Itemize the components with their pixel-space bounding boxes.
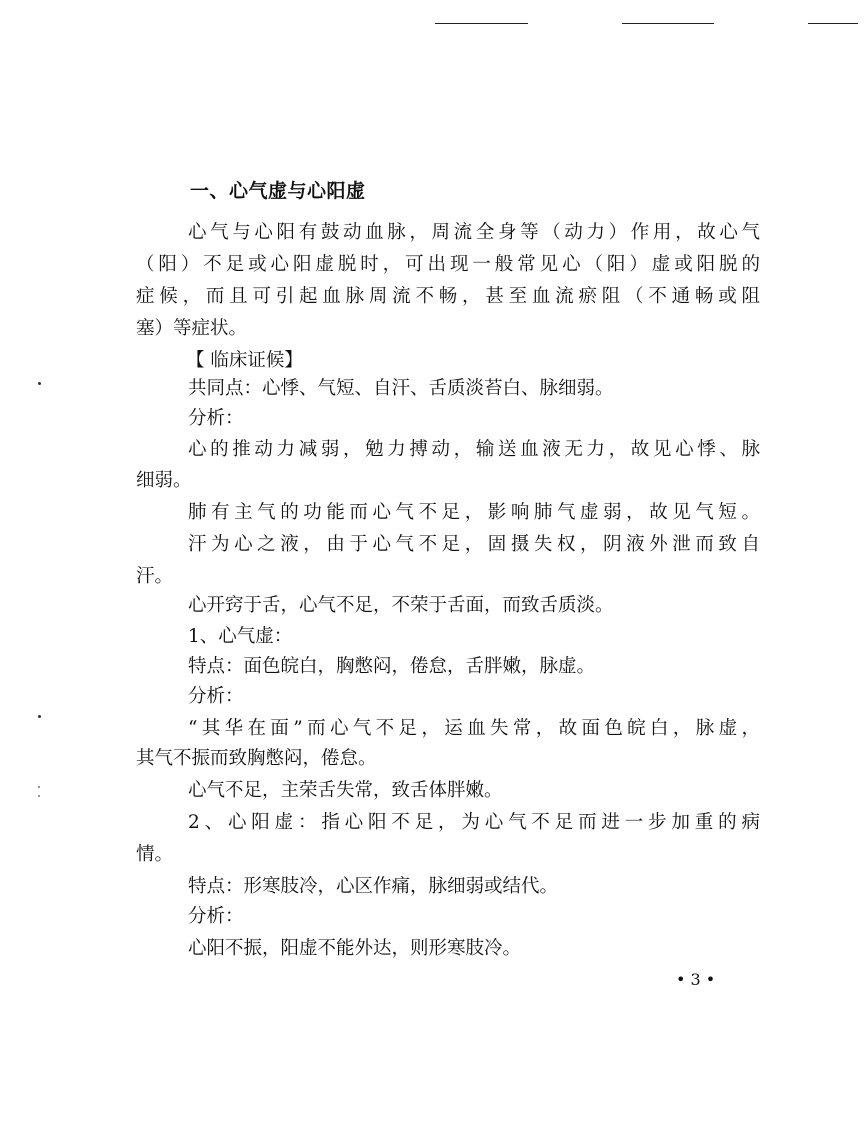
body-line: 心的推动力减弱，勉力搏动，输送血液无力，故见心悸、脉 xyxy=(188,439,760,460)
margin-speck xyxy=(38,715,41,718)
subsection-heading: 2、心阳虚：指心阳不足，为心气不足而进一步加重的病 xyxy=(188,812,760,833)
body-line: 特点：面色皖白，胸憋闷，倦怠，舌胖嫩，脉虚。 xyxy=(188,656,596,677)
body-line: 心气与心阳有鼓动血脉，周流全身等（动力）作用，故心气 xyxy=(188,222,760,243)
margin-speck xyxy=(38,382,41,385)
top-rule-2 xyxy=(622,23,714,24)
body-line: 心阳不振，阳虚不能外达，则形寒肢冷。 xyxy=(188,938,522,959)
body-line: 心气不足，主荣舌失常，致舌体胖嫩。 xyxy=(188,780,503,801)
body-line: 汗。 xyxy=(136,566,174,587)
body-line: 症候，而且可引起血脉周流不畅，甚至血流瘀阻（不通畅或阻 xyxy=(136,286,760,307)
body-line: （阳）不足或心阳虚脱时，可出现一般常见心（阳）虚或阳脱的 xyxy=(136,254,760,275)
analysis-label: 分析： xyxy=(188,408,244,429)
body-line: 其气不振而致胸憋闷，倦怠。 xyxy=(136,748,377,769)
body-line: 情。 xyxy=(136,844,174,865)
body-line: 共同点：心悸、气短、自汗、舌质淡苔白、脉细弱。 xyxy=(188,378,614,399)
body-line: 特点：形寒肢冷，心区作痛，脉细弱或结代。 xyxy=(188,876,559,897)
margin-speck xyxy=(38,786,40,788)
margin-speck xyxy=(38,795,40,797)
clinical-label: 【 临床证候】 xyxy=(186,350,303,371)
analysis-label: 分析： xyxy=(188,686,244,707)
page-number: • 3 • xyxy=(676,970,716,989)
body-line: 心开窍于舌，心气不足，不荣于舌面，而致舌质淡。 xyxy=(188,595,614,616)
analysis-label: 分析： xyxy=(188,906,244,927)
body-line: 塞）等症状。 xyxy=(136,318,248,339)
top-rule-1 xyxy=(435,23,528,24)
subsection-heading: 1、心气虚： xyxy=(188,626,293,647)
body-line: 细弱。 xyxy=(136,470,192,491)
section-heading: 一、心气虚与心阳虚 xyxy=(190,180,366,202)
top-rule-3 xyxy=(808,23,858,24)
body-line: 汗为心之液，由于心气不足，固摄失权，阴液外泄而致自 xyxy=(188,534,760,555)
body-line: 肺有主气的功能而心气不足，影响肺气虚弱，故见气短。 xyxy=(188,502,760,523)
body-line: “其华在面”而心气不足，运血失常，故面色皖白，脉虚， xyxy=(188,718,760,739)
